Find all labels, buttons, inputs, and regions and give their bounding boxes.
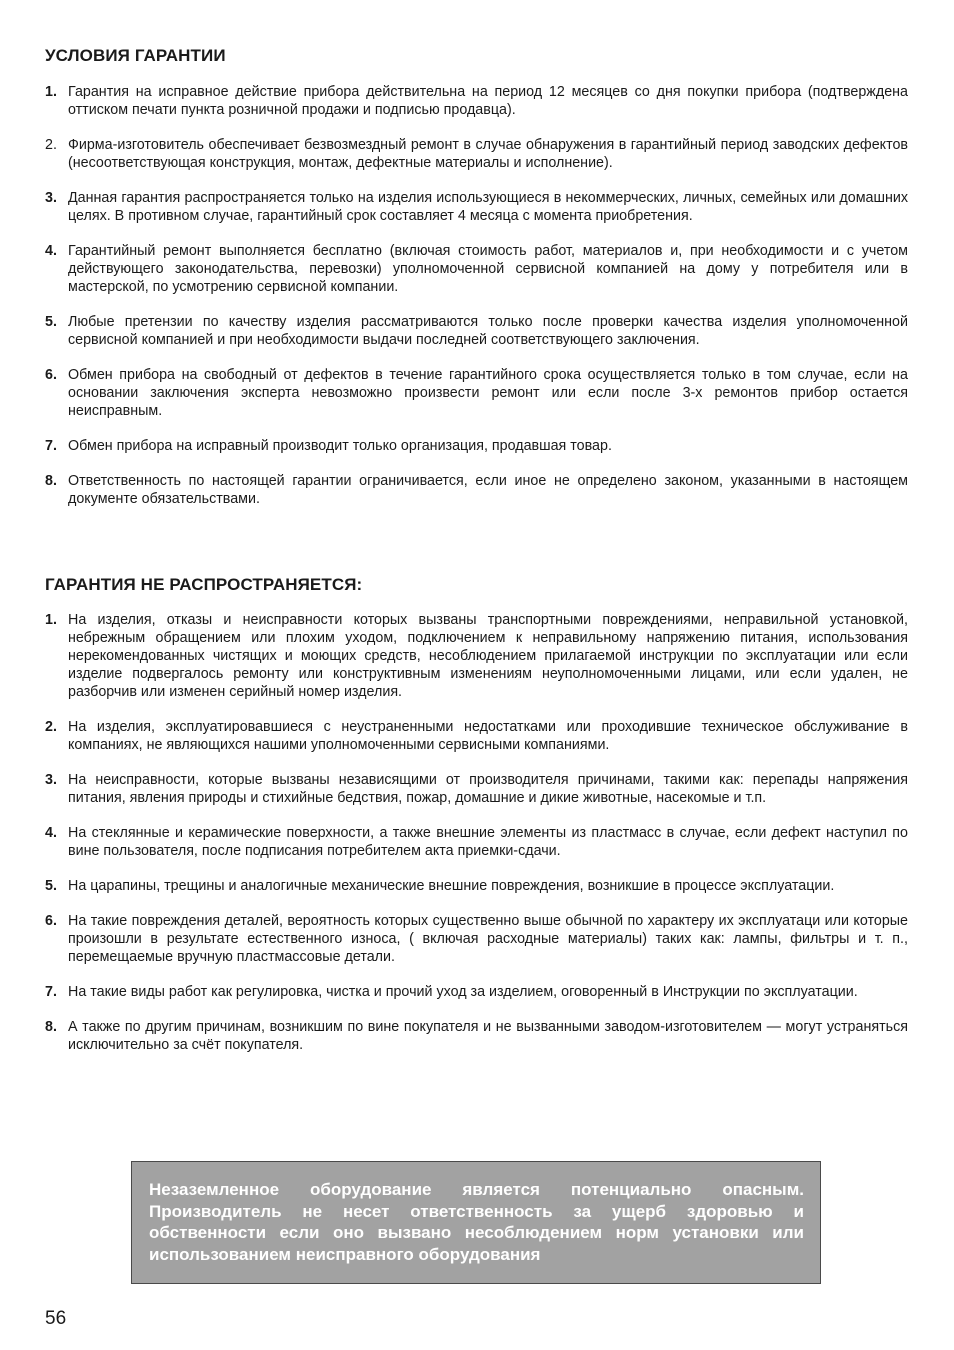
- list-item: [45, 983, 908, 1001]
- item-text: Гарантия на исправное действие прибора действительна на период 12 месяцев со дня покупки прибора (подтверждена оттиском печати пункта розничной продажи и подписью продавца).: [68, 84, 908, 118]
- item-text: На неисправности, которые вызваны независящими от производителя причинами, такими как: перепады напряжения питания, явления природы и стихийные бедствия, пожар, домашние и дикие животные, насекомые и т.п.: [68, 772, 908, 806]
- list-item: [45, 718, 908, 754]
- item-text: На такие виды работ как регулировка, чистка и прочий уход за изделием, оговоренный в Инструкции по эксплуатации.: [68, 984, 858, 1000]
- list-item: [45, 189, 908, 225]
- list-item: [45, 824, 908, 860]
- list-item: [45, 366, 908, 420]
- item-number: 3.: [45, 772, 57, 788]
- item-number: 2.: [45, 719, 57, 735]
- list-item: [45, 877, 908, 895]
- list-item: [45, 83, 908, 119]
- item-text: Ответственность по настоящей гарантии ограничивается, если иное не определено законом, указанными в настоящем документе обязательствами.: [68, 473, 908, 507]
- item-text: Гарантийный ремонт выполняется бесплатно (включая стоимость работ, материалов и, при необходимости и с учетом действующего законодательства, перевозки) уполномоченной сервисной компанией на дому у потребителя или в мастерской, по усмотрению сервисной компании.: [68, 243, 908, 295]
- grounding-warning-text: Незаземленное оборудование является потенциально опасным. Производитель не несет ответственность за ущерб здоровью и обственности если оно вызвано несоблюдением норм установки или использованием неисправного оборудования: [149, 1180, 804, 1264]
- item-text: Данная гарантия распространяется только на изделия использующиеся в некоммерческих, личных, семейных или домашних целях. В противном случае, гарантийный срок составляет 4 месяца с момента приобретения.: [68, 190, 908, 224]
- list-item: [45, 136, 908, 172]
- list-item: [45, 1018, 908, 1054]
- item-number: 6.: [45, 367, 57, 383]
- item-text: Любые претензии по качеству изделия рассматриваются только после проверки качества изделия уполномоченной сервисной компанией и при необходимости выдачи последней соответствующего заключения.: [68, 314, 908, 348]
- warranty-conditions-section: [45, 46, 908, 525]
- item-number: 5.: [45, 878, 57, 894]
- item-text: Фирма-изготовитель обеспечивает безвозмездный ремонт в случае обнаружения в гарантийный период заводских дефектов (несоответствующая конструкция, монтаж, дефектные материалы и исполнение).: [68, 137, 908, 171]
- item-number: 8.: [45, 1019, 57, 1035]
- item-number: 6.: [45, 913, 57, 929]
- item-number: 3.: [45, 190, 57, 206]
- grounding-warning-box: [131, 1161, 821, 1284]
- warranty-exclusions-section: [45, 575, 908, 1071]
- item-number: 1.: [45, 84, 57, 100]
- item-number: 1.: [45, 612, 57, 628]
- list-item: [45, 472, 908, 508]
- warranty-conditions-heading: УСЛОВИЯ ГАРАНТИИ: [45, 46, 226, 65]
- list-item: [45, 242, 908, 296]
- item-number: 4.: [45, 243, 57, 259]
- item-text: На стеклянные и керамические поверхности, а также внешние элементы из пластмасс в случае, если дефект наступил по вине пользователя, после подписания потребителем акта приемки-сдачи.: [68, 825, 908, 859]
- item-number: 8.: [45, 473, 57, 489]
- list-item: [45, 437, 908, 455]
- item-text: На изделия, отказы и неисправности которых вызваны транспортными повреждениями, неправильной установкой, небрежным обращением или плохим уходом, подключением к неправильному напряжению питания, использования нерекомендованных чистящих и моющих средств, несоблюдением прилагаемой инструкции по эксплуатации или если изделие подвергалось ремонту или конструктивным изменениям неуполномоченными лицами, или если удален, не разборчив или изменен серийный номер изделия.: [68, 612, 908, 700]
- item-text: На такие повреждения деталей, вероятность которых существенно выше обычной по характеру их эксплуатаци или которые произошли в результате естественного износа, ( включая расходные материалы) таких как: лампы, фильтры и т. п., перемещаемые вручную пластмассовые детали.: [68, 913, 908, 965]
- item-text: На царапины, трещины и аналогичные механические внешние повреждения, возникшие в процессе эксплуатации.: [68, 878, 835, 894]
- warranty-conditions-list: [45, 83, 908, 508]
- item-text: Обмен прибора на исправный производит только организация, продавшая товар.: [68, 438, 612, 454]
- page-number: 56: [45, 1308, 67, 1329]
- list-item: [45, 771, 908, 807]
- item-number: 4.: [45, 825, 57, 841]
- warranty-exclusions-heading: ГАРАНТИЯ НЕ РАСПРОСТРАНЯЕТСЯ:: [45, 575, 363, 594]
- item-number: 5.: [45, 314, 57, 330]
- item-text: А также по другим причинам, возникшим по вине покупателя и не вызванными заводом-изготовителем — могут устраняться исключительно за счёт покупателя.: [68, 1019, 908, 1053]
- item-number: 2.: [45, 137, 57, 153]
- warranty-exclusions-list: [45, 611, 908, 1054]
- item-text: На изделия, эксплуатировавшиеся с неустраненными недостатками или проходившие техническое обслуживание в компаниях, не являющихся нашими уполномоченными сервисными компаниями.: [68, 719, 908, 753]
- list-item: [45, 313, 908, 349]
- item-text: Обмен прибора на свободный от дефектов в течение гарантийного срока осуществляется только в том случае, если на основании заключения эксперта невозможно произвести ремонт или если после 3-х ремонтов прибор остается неисправным.: [68, 367, 908, 419]
- item-number: 7.: [45, 438, 57, 454]
- list-item: [45, 611, 908, 701]
- item-number: 7.: [45, 984, 57, 1000]
- list-item: [45, 912, 908, 966]
